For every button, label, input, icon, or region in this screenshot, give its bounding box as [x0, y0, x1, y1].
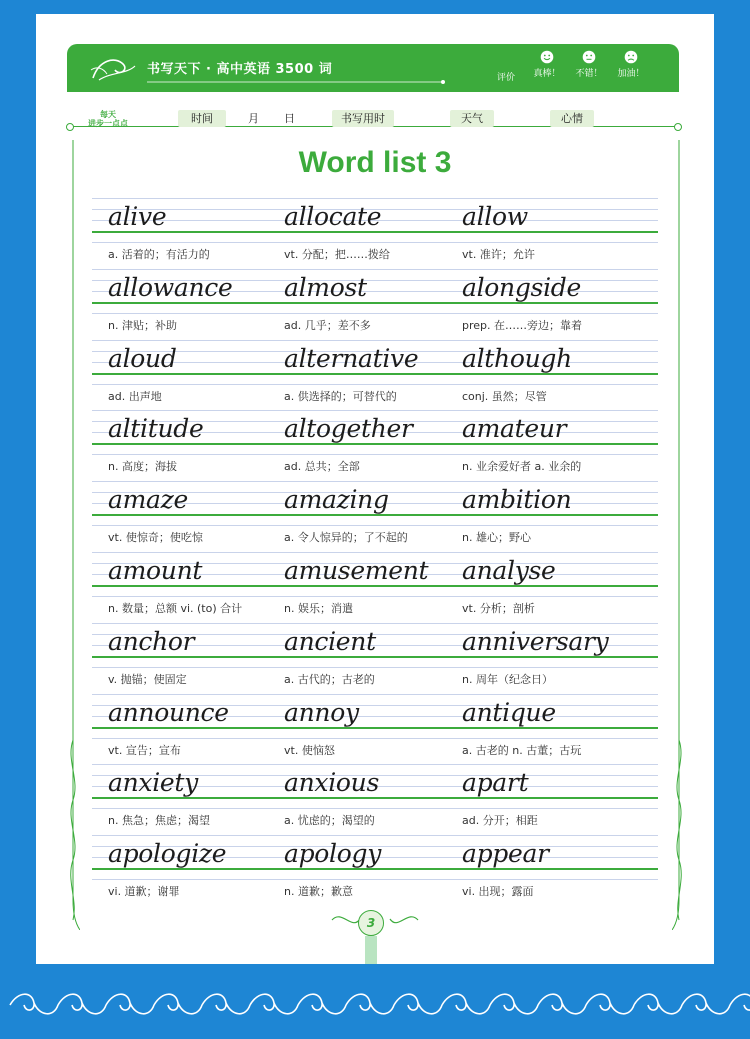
guide-line	[92, 481, 658, 482]
vocab-word: amusement	[284, 556, 429, 585]
line-end-dot	[66, 123, 74, 131]
vocab-word: ambition	[462, 485, 572, 515]
guide-line	[92, 384, 658, 385]
guide-line	[92, 313, 658, 314]
vocab-word: alive	[108, 202, 167, 231]
time-label: 时间	[178, 110, 226, 127]
vocab-word: appear	[462, 839, 549, 869]
vocab-definition: n. 高度；海拔	[108, 460, 177, 474]
vocab-definition: vt. 宣告；宣布	[108, 743, 181, 757]
word-row	[92, 694, 658, 742]
vocab-definition: a. 古代的；古老的	[284, 672, 375, 686]
word-row	[92, 269, 658, 317]
vocab-definition: vi. 出现；露面	[462, 885, 534, 899]
rating-keep-going[interactable]	[611, 50, 651, 79]
vocab-word: altitude	[108, 414, 204, 444]
info-row	[70, 106, 678, 134]
vocab-word: analyse	[462, 556, 556, 585]
guide-line	[92, 596, 658, 597]
vocab-word: allow	[462, 202, 528, 231]
header-bar	[67, 44, 679, 92]
weather-label: 天气	[450, 110, 494, 127]
vocab-word: apologize	[108, 839, 227, 869]
vocab-definition: a. 忧虑的；渴望的	[284, 814, 375, 828]
vocab-definition: v. 抛锚；使固定	[108, 672, 187, 686]
word-row	[92, 198, 658, 246]
guide-line	[92, 269, 658, 270]
word-row	[92, 623, 658, 671]
page-title: Word list 3	[298, 146, 452, 179]
vocab-definition: vt. 分配；把……拨给	[284, 248, 390, 261]
baseline	[92, 656, 658, 658]
vocab-word: amaze	[108, 485, 188, 515]
header-underline	[147, 78, 447, 86]
rating-label: 不错！	[575, 69, 603, 79]
happy-face-icon	[540, 50, 554, 64]
vocab-word: antique	[462, 697, 556, 727]
vocab-word: anxiety	[108, 768, 198, 798]
guide-line	[92, 198, 658, 199]
sad-face-icon	[624, 50, 638, 64]
vocab-word: alternative	[284, 343, 419, 373]
vocab-definition: n. 津贴；补助	[108, 318, 177, 332]
vocab-word: amount	[108, 556, 203, 585]
left-vine-ornament	[66, 140, 80, 930]
vocab-definition: a. 活着的；有活力的	[108, 248, 210, 261]
mood-label: 心情	[550, 110, 594, 127]
vocab-definition: n. 娱乐；消遣	[284, 602, 353, 615]
motto-line-1: 每天	[100, 110, 116, 119]
vocab-definition: n. 雄心；野心	[462, 531, 531, 545]
vocab-word: altogether	[284, 414, 413, 444]
guide-line	[92, 738, 658, 739]
guide-line	[92, 667, 658, 668]
rating-label: 加油！	[617, 69, 645, 79]
guide-line	[92, 242, 658, 243]
guide-line	[92, 764, 658, 765]
vocab-word: aloud	[108, 343, 177, 373]
vocab-definition: n. 道歉；歉意	[284, 885, 353, 899]
wave-border-ornament	[0, 985, 750, 1025]
vocab-word: allowance	[108, 272, 233, 302]
vocab-word: anniversary	[462, 626, 609, 656]
baseline	[92, 443, 658, 445]
vocab-definition: n. 周年（纪念日）	[462, 672, 553, 686]
guide-line	[92, 879, 658, 880]
vocab-word: amateur	[462, 414, 567, 444]
word-row	[92, 481, 658, 529]
vocab-word: annoy	[284, 697, 359, 727]
vocab-word: anchor	[108, 626, 195, 656]
guide-line	[92, 835, 658, 836]
month-label: 月	[248, 112, 259, 125]
baseline	[92, 868, 658, 870]
guide-line	[92, 525, 658, 526]
guide-line	[92, 808, 658, 809]
vocab-word: although	[462, 343, 572, 373]
baseline	[92, 585, 658, 587]
evaluation-label: 评价	[497, 73, 516, 83]
vocab-definition: vt. 使惊奇；使吃惊	[108, 531, 203, 545]
guide-line	[92, 552, 658, 553]
word-row	[92, 552, 658, 600]
guide-line	[92, 410, 658, 411]
right-vine-ornament	[672, 140, 686, 930]
vocab-definition: ad. 分开；相距	[462, 814, 538, 828]
vocab-definition: a. 令人惊异的；了不起的	[284, 531, 408, 545]
vocab-definition: vt. 准许；允许	[462, 248, 535, 261]
vocab-definition: ad. 出声地	[108, 389, 162, 403]
guide-line	[92, 340, 658, 341]
writing-time-label: 书写用时	[332, 110, 394, 127]
neutral-face-icon	[582, 50, 596, 64]
baseline	[92, 302, 658, 304]
baseline	[92, 231, 658, 233]
bookmark-stem	[365, 936, 377, 964]
vocab-definition: ad. 总共；全部	[284, 460, 360, 474]
baseline	[92, 797, 658, 799]
vocab-definition: n. 数量；总额 vi. (to) 合计	[108, 602, 243, 615]
rating-label: 真棒！	[533, 69, 561, 79]
motto	[88, 110, 128, 128]
vocab-definition: n. 焦急；焦虑；渴望	[108, 814, 210, 828]
vocab-definition: a. 供选择的；可替代的	[284, 389, 397, 403]
word-row	[92, 410, 658, 458]
vocab-definition: vi. 道歉；谢罪	[108, 885, 180, 899]
vocab-word: apart	[462, 768, 529, 798]
vocab-word: allocate	[284, 202, 382, 231]
baseline	[92, 514, 658, 516]
baseline	[92, 373, 658, 375]
word-row	[92, 764, 658, 812]
guide-line	[92, 454, 658, 455]
vocab-definition: vt. 使恼怒	[284, 743, 335, 757]
word-row	[92, 340, 658, 388]
vocab-word: alongside	[462, 272, 581, 302]
vocab-definition: a. 古老的 n. 古董；古玩	[462, 743, 582, 757]
rating-excellent[interactable]	[527, 50, 567, 79]
vocab-word: apology	[284, 839, 382, 869]
vocab-definition: ad. 几乎；差不多	[284, 318, 371, 332]
guide-line	[92, 623, 658, 624]
vocab-definition: conj. 虽然；尽管	[462, 389, 547, 403]
motto-line-2: 进步一点点	[88, 119, 128, 128]
rating-good[interactable]	[569, 50, 609, 79]
day-label: 日	[284, 112, 295, 125]
vocab-word: announce	[108, 697, 229, 727]
page-number: 3	[358, 910, 384, 936]
swirl-ornament-icon	[89, 52, 139, 84]
word-row	[92, 835, 658, 883]
book-title: 书写天下 · 高中英语 3500 词	[147, 62, 333, 77]
vocab-word: ancient	[284, 626, 376, 656]
baseline	[92, 727, 658, 729]
guide-line	[92, 694, 658, 695]
vocab-word: almost	[284, 272, 367, 302]
vocab-definition: prep. 在……旁边；靠着	[462, 318, 583, 332]
line-end-dot	[674, 123, 682, 131]
vocab-definition: vt. 分析；剖析	[462, 602, 535, 615]
vocab-word: amazing	[284, 485, 389, 515]
vocab-word: anxious	[284, 768, 379, 798]
vocab-definition: n. 业余爱好者 a. 业余的	[462, 460, 582, 474]
